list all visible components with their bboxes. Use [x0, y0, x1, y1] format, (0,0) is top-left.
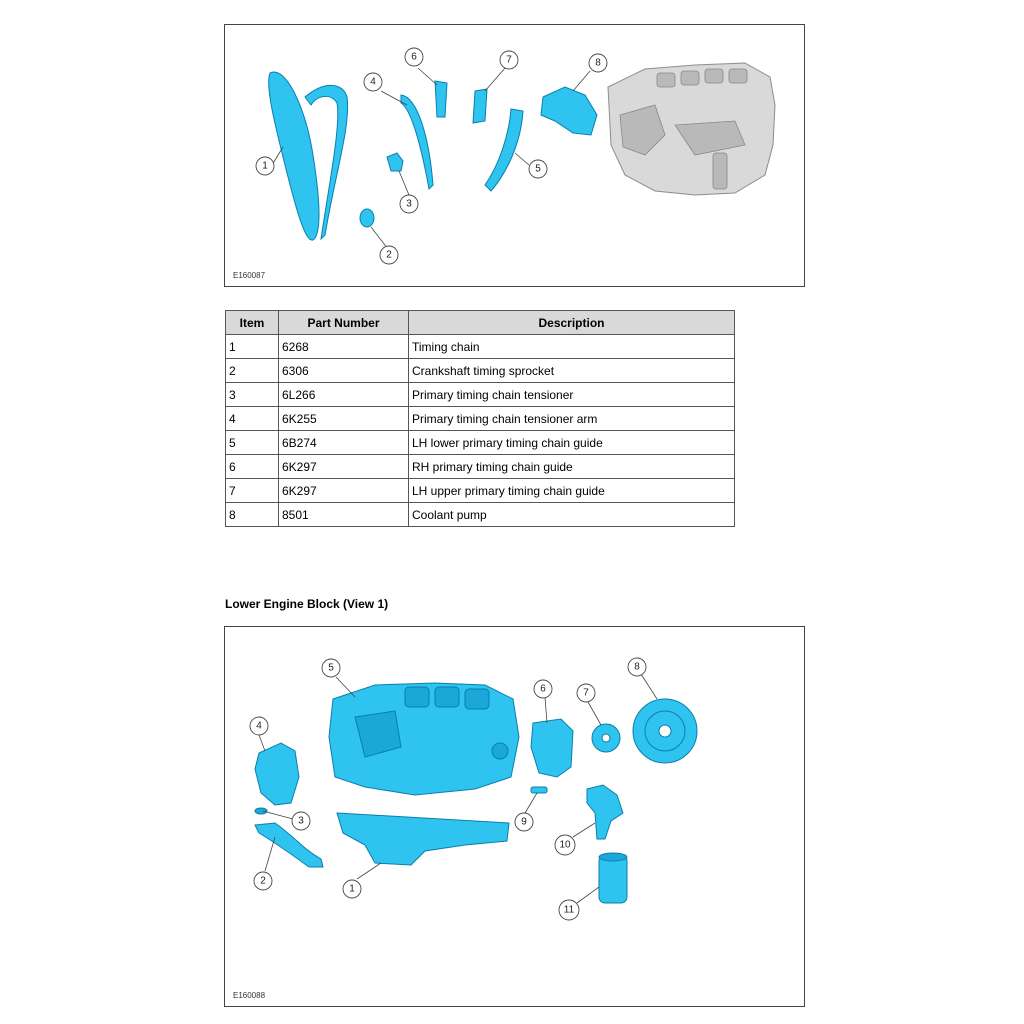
callout-4: [364, 73, 382, 91]
cell-item: 1: [226, 335, 279, 359]
timing-components-drawing: [225, 25, 806, 288]
callout-11: [559, 900, 579, 920]
cylinder-bore: [405, 687, 429, 707]
svg-text:9: 9: [521, 816, 527, 828]
oil-filter-adapter: [587, 785, 623, 839]
cell-item: 4: [226, 407, 279, 431]
callout-3: [292, 812, 310, 830]
timing-components-illustration: [224, 24, 805, 287]
svg-text:4: 4: [256, 720, 262, 732]
lh-lower-guide: [485, 109, 523, 191]
callout-9: [515, 813, 533, 831]
svg-text:2: 2: [260, 875, 266, 887]
cell-part-number: 6L266: [279, 383, 409, 407]
oil-pump: [255, 743, 299, 805]
callout-6: [534, 680, 552, 698]
lh-upper-guide: [473, 89, 487, 123]
svg-text:2: 2: [386, 249, 392, 261]
callout-2: [254, 872, 272, 890]
svg-text:10: 10: [559, 839, 571, 851]
table-row: [226, 359, 735, 383]
svg-text:6: 6: [411, 51, 417, 63]
cell-item: 7: [226, 479, 279, 503]
cell-part-number: 6K255: [279, 407, 409, 431]
figure-id: E160088: [233, 991, 266, 1000]
cylinder-bore: [435, 687, 459, 707]
cell-item: 8: [226, 503, 279, 527]
callout-4: [250, 717, 268, 735]
table-row: [226, 383, 735, 407]
cell-part-number: 6B274: [279, 431, 409, 455]
tensioner-arm: [401, 95, 433, 189]
cell-item: 6: [226, 455, 279, 479]
coolant-pump: [541, 87, 597, 135]
cell-description: Timing chain: [409, 335, 735, 359]
lower-engine-block-drawing: [225, 627, 806, 1008]
table-row: [226, 335, 735, 359]
cell-part-number: 8501: [279, 503, 409, 527]
cell-description: Crankshaft timing sprocket: [409, 359, 735, 383]
o-ring: [255, 808, 267, 814]
cell-part-number: 6K297: [279, 479, 409, 503]
svg-text:3: 3: [406, 198, 412, 210]
svg-text:5: 5: [535, 163, 541, 175]
table-row: [226, 407, 735, 431]
cell-item: 3: [226, 383, 279, 407]
oil-filter: [599, 855, 627, 903]
callout-3: [400, 195, 418, 213]
svg-text:6: 6: [540, 683, 546, 695]
cell-description: LH lower primary timing chain guide: [409, 431, 735, 455]
callout-1: [256, 157, 274, 175]
svg-text:1: 1: [262, 160, 268, 172]
callout-10: [555, 835, 575, 855]
callout-7: [577, 684, 595, 702]
figure-id: E160087: [233, 271, 266, 280]
rear-seal-cover: [531, 719, 573, 777]
svg-text:1: 1: [349, 883, 355, 895]
callout-8: [589, 54, 607, 72]
svg-text:4: 4: [370, 76, 376, 88]
cell-description: LH upper primary timing chain guide: [409, 479, 735, 503]
callout-7: [500, 51, 518, 69]
svg-text:5: 5: [328, 662, 334, 674]
svg-text:11: 11: [563, 904, 575, 916]
cell-item: 2: [226, 359, 279, 383]
cell-part-number: 6K297: [279, 455, 409, 479]
column-header-item: Item: [226, 311, 279, 335]
cell-part-number: 6306: [279, 359, 409, 383]
callout-6: [405, 48, 423, 66]
svg-text:3: 3: [298, 815, 304, 827]
column-header-part-number: Part Number: [279, 311, 409, 335]
svg-text:7: 7: [506, 54, 512, 66]
callout-1: [343, 880, 361, 898]
cell-description: Coolant pump: [409, 503, 735, 527]
section-heading: Lower Engine Block (View 1): [225, 597, 389, 611]
oil-pan: [337, 813, 509, 865]
table-row: [226, 455, 735, 479]
table-header-row: [226, 311, 735, 335]
table-row: [226, 431, 735, 455]
callout-8: [628, 658, 646, 676]
cell-description: RH primary timing chain guide: [409, 455, 735, 479]
svg-text:7: 7: [583, 687, 589, 699]
svg-text:8: 8: [634, 661, 640, 673]
chain-tensioner: [387, 153, 403, 171]
crankshaft-sprocket: [360, 209, 374, 227]
parts-table: [225, 310, 735, 527]
rh-guide: [435, 81, 447, 117]
table-row: [226, 479, 735, 503]
oil-sensor: [531, 787, 547, 793]
engine-block-grey: [608, 63, 775, 195]
oil-pickup-tube: [255, 823, 323, 867]
svg-text:8: 8: [595, 57, 601, 69]
callout-5: [322, 659, 340, 677]
cell-description: Primary timing chain tensioner: [409, 383, 735, 407]
cell-item: 5: [226, 431, 279, 455]
cylinder-bore: [465, 689, 489, 709]
column-header-description: Description: [409, 311, 735, 335]
timing-chain: [269, 72, 348, 240]
cell-part-number: 6268: [279, 335, 409, 359]
callout-5: [529, 160, 547, 178]
cell-description: Primary timing chain tensioner arm: [409, 407, 735, 431]
lower-engine-block-illustration: [224, 626, 805, 1007]
table-row: [226, 503, 735, 527]
callout-2: [380, 246, 398, 264]
